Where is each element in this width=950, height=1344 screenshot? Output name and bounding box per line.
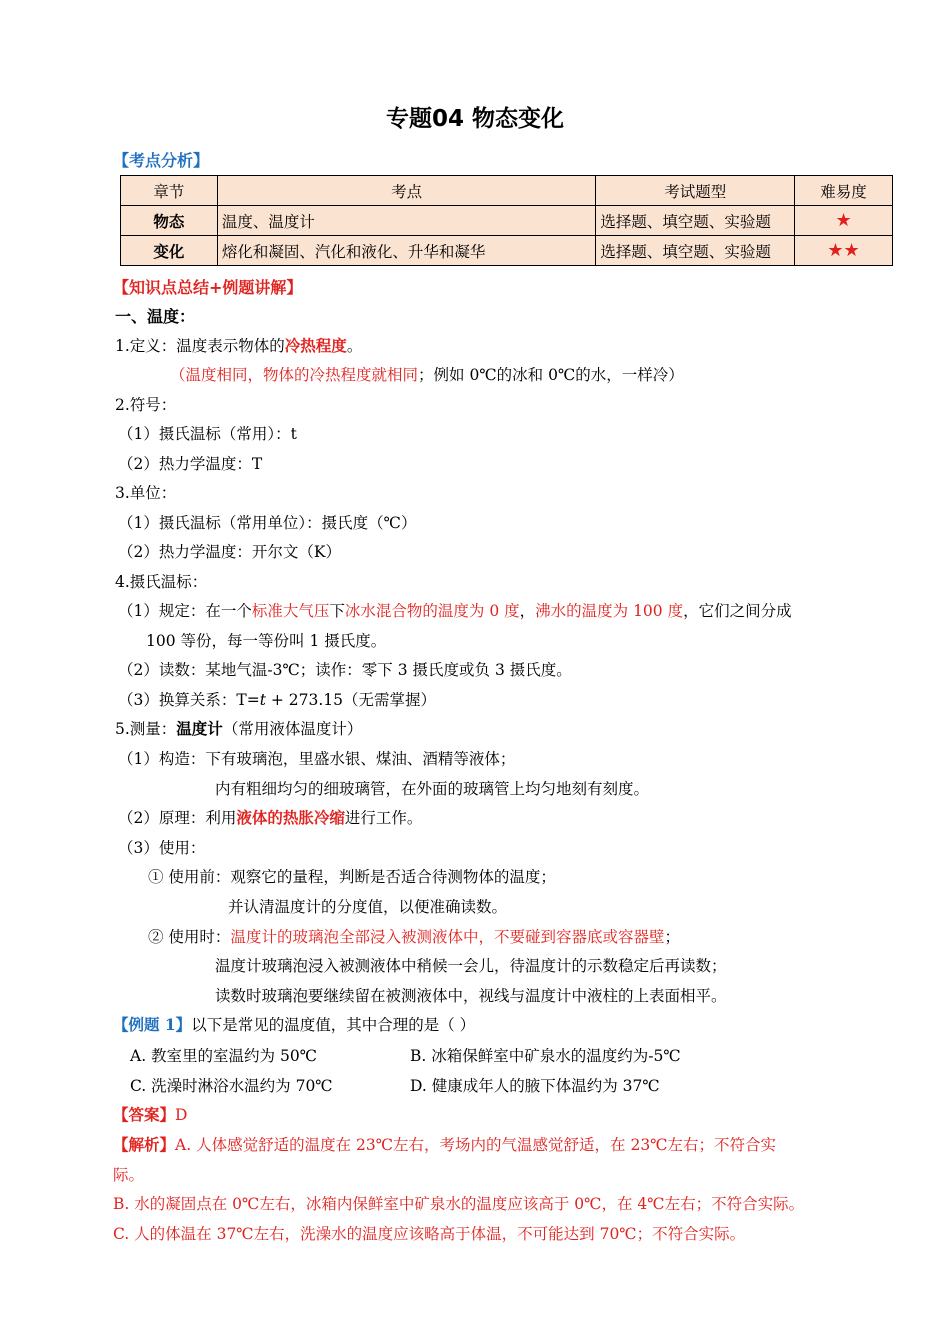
- use-during-line-3: 读数时玻璃泡要继续留在被测液体中，视线与温度计中液柱的上表面相平。: [215, 987, 727, 1005]
- use-during-end: ；: [664, 928, 680, 946]
- conversion-variable: t: [259, 691, 266, 709]
- use-before-line-1: ① 使用前：观察它的量程，判断是否适合待测物体的温度；: [148, 868, 556, 886]
- structure-line-2: 内有粗细均匀的细玻璃管，在外面的玻璃管上均匀地刻有刻度。: [215, 780, 650, 798]
- example-question: [113, 1014, 475, 1036]
- use-during-line: [148, 926, 680, 948]
- principle-highlight: 液体的热胀冷缩: [236, 808, 345, 827]
- symbol-celsius: （1）摄氏温标（常用）：t: [118, 425, 297, 443]
- symbol-kelvin: （2）热力学温度：T: [118, 455, 263, 473]
- example-text: 以下是常见的温度值，其中合理的是（ ）: [191, 1016, 476, 1034]
- note-example: ；例如 0℃的冰和 0℃的水，一样冷）: [418, 366, 684, 384]
- measure-bold: 温度计: [176, 719, 223, 738]
- use-during-highlight: 温度计的玻璃泡全部浸入被测液体中，不要碰到容器底或容器壁: [230, 928, 665, 946]
- celsius-scale-heading: 4.摄氏温标：: [115, 573, 208, 591]
- example-tag: 【例题 1】: [113, 1015, 192, 1034]
- chapter-cell-top: 物态: [121, 206, 218, 236]
- definition-end: 。: [346, 337, 363, 355]
- chapter-cell-bottom: 变化: [121, 236, 218, 266]
- definition-text: 1.定义：温度表示物体的: [115, 337, 285, 355]
- note-open-paren: （: [170, 366, 186, 384]
- point-cell: 熔化和凝固、汽化和液化、升华和凝华: [217, 236, 595, 266]
- point-cell: 温度、温度计: [217, 206, 595, 236]
- symbol-heading: 2.符号：: [115, 396, 177, 414]
- option-c: C. 洗澡时淋浴水温约为 70℃: [130, 1077, 333, 1095]
- header-point: 考点: [217, 176, 595, 206]
- header-difficulty: 难易度: [795, 176, 893, 206]
- page-title: 专题04 物态变化: [385, 106, 564, 132]
- unit-heading: 3.单位：: [115, 484, 177, 502]
- measure-end: （常用液体温度计）: [222, 720, 363, 738]
- analysis-a-text: A. 人体感觉舒适的温度在 23℃左右，考场内的气温感觉舒适，在 23℃左右；不符合实: [175, 1136, 777, 1154]
- definition-highlight: 冷热程度: [284, 336, 347, 355]
- option-d: D. 健康成年人的腋下体温约为 37℃: [410, 1077, 660, 1095]
- table-header-row: [121, 176, 893, 206]
- rule-highlight-freezing: 冰水混合物的温度为 0 度: [344, 602, 520, 620]
- unit-celsius: （1）摄氏温标（常用单位）：摄氏度（℃）: [118, 514, 417, 532]
- option-b: B. 冰箱保鲜室中矿泉水的温度约为-5℃: [410, 1047, 681, 1065]
- rule-highlight-pressure: 标准大气压: [251, 602, 330, 620]
- header-type: 考试题型: [596, 176, 795, 206]
- exam-points-table: [120, 175, 893, 266]
- answer-value: D: [175, 1106, 188, 1124]
- header-chapter: 章节: [121, 176, 218, 206]
- rule-line: [118, 600, 792, 622]
- difficulty-cell: ★★: [795, 236, 893, 266]
- analysis-line-a: [113, 1134, 776, 1156]
- answer-line: [113, 1104, 187, 1126]
- table-row: [121, 206, 893, 236]
- table-row: [121, 236, 893, 266]
- difficulty-cell: ★: [795, 206, 893, 236]
- option-a: A. 教室里的室温约为 50℃: [130, 1047, 318, 1065]
- type-cell: 选择题、填空题、实验题: [596, 236, 795, 266]
- summary-heading: 【知识点总结+例题讲解】: [113, 278, 303, 297]
- rule-text: ，: [519, 602, 536, 620]
- rule-text: ，它们之间分成: [683, 602, 792, 620]
- section-temperature-heading: 一、温度：: [115, 307, 196, 326]
- conversion-end: + 273.15（无需掌握）: [265, 691, 437, 709]
- measure-line: [115, 718, 362, 740]
- unit-kelvin: （2）热力学温度：开尔文（K）: [118, 543, 341, 561]
- reading-line: （2）读数：某地气温-3℃；读作：零下 3 摄氏度或负 3 摄氏度。: [118, 661, 572, 679]
- rule-text: 下: [329, 602, 345, 620]
- principle-line: [118, 807, 422, 829]
- conversion-line: [118, 689, 436, 711]
- definition-note: [170, 364, 684, 386]
- note-highlight: 温度相同，物体的冷热程度就相同: [185, 366, 419, 384]
- principle-text: （2）原理：利用: [118, 809, 237, 827]
- definition-line: [115, 335, 362, 357]
- analysis-line-b: B. 水的凝固点在 0℃左右，冰箱内保鲜室中矿泉水的温度应该高于 0℃，在 4℃左右；不符合实际。: [113, 1195, 805, 1213]
- analysis-line-c: C. 人的体温在 37℃左右，洗澡水的温度应该略高于体温，不可能达到 70℃；不符合实际。: [113, 1225, 746, 1243]
- use-during-label: ② 使用时：: [148, 928, 231, 946]
- answer-tag: 【答案】: [113, 1105, 176, 1124]
- conversion-text: （3）换算关系：T=: [118, 691, 260, 709]
- use-during-line-2: 温度计玻璃泡浸入被测液体中稍候一会儿，待温度计的示数稳定后再读数；: [215, 957, 727, 975]
- type-cell: 选择题、填空题、实验题: [596, 206, 795, 236]
- rule-text: （1）规定：在一个: [118, 602, 252, 620]
- analysis-heading: 【考点分析】: [113, 151, 210, 170]
- analysis-tag: 【解析】: [113, 1135, 176, 1154]
- structure-line-1: （1）构造：下有玻璃泡，里盛水银、煤油、酒精等液体；: [118, 750, 516, 768]
- rule-highlight-boiling: 沸水的温度为 100 度: [535, 602, 684, 620]
- analysis-line-a-cont: 际。: [113, 1166, 145, 1184]
- use-heading: （3）使用：: [118, 839, 206, 857]
- measure-text: 5.测量：: [115, 720, 177, 738]
- rule-continued: 100 等份，每一等份叫 1 摄氏度。: [146, 632, 387, 650]
- principle-end: 进行工作。: [344, 809, 423, 827]
- use-before-line-2: 并认清温度计的分度值，以便准确读数。: [228, 898, 508, 916]
